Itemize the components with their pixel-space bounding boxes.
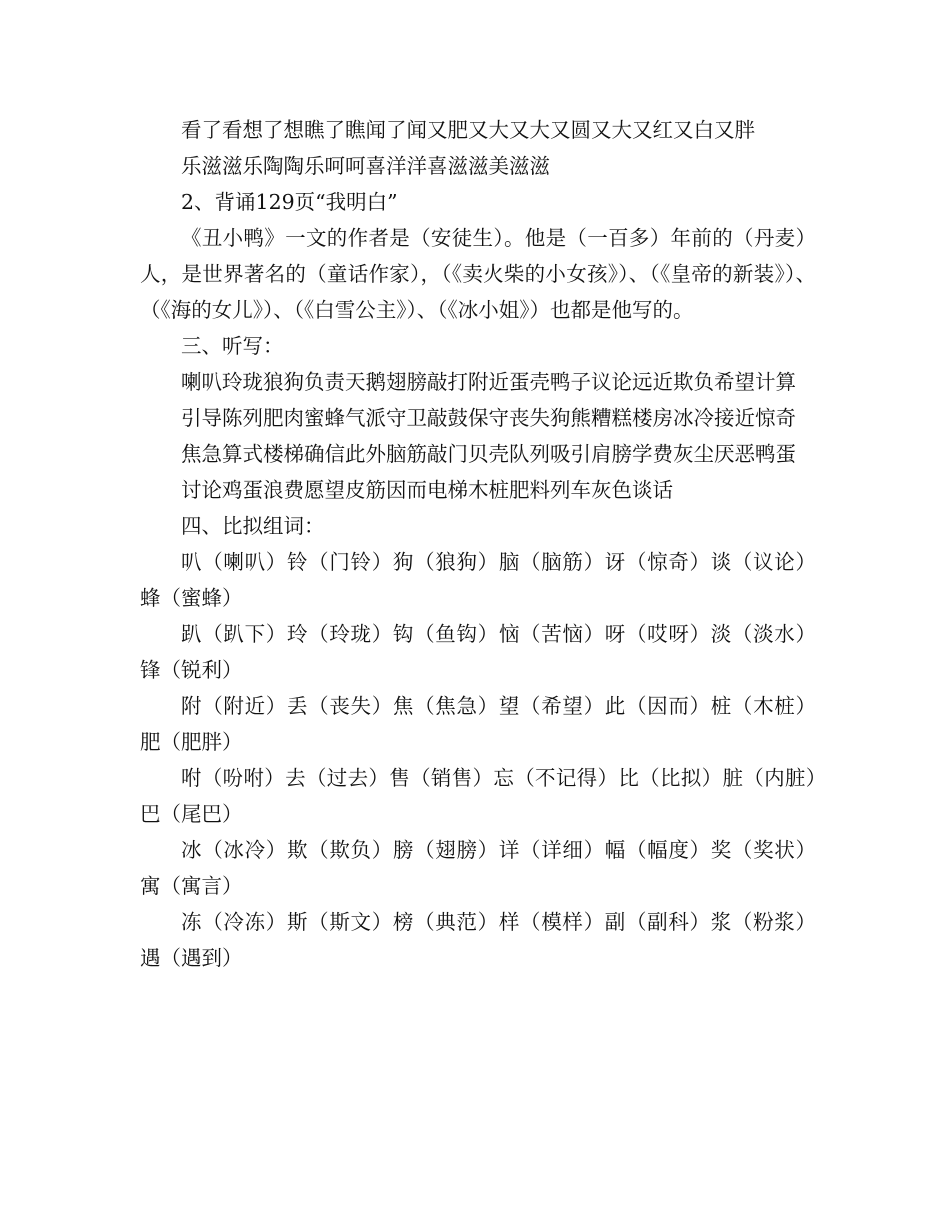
- section-heading-word-groups: 四、比拟组词：: [181, 514, 325, 538]
- paragraph-dictation-4: 讨论鸡蛋浪费愿望皮筋因而电梯木桩肥料列车灰色谈话: [181, 478, 673, 502]
- document-page: [140, 112, 816, 976]
- paragraph-reduplicated-verbs: 看了看想了想瞧了瞧闻了闻又肥又大又大又圆又大又红又白又胖: [181, 118, 755, 142]
- paragraph-dictation-2: 引导陈列肥肉蜜蜂气派守卫敲鼓保守丧失狗熊糟糕楼房冰冷接近惊奇: [181, 406, 796, 430]
- paragraph-happy-words: 乐滋滋乐陶陶乐呵呵喜洋洋喜滋滋美滋滋: [181, 154, 550, 178]
- section-heading-dictation: 三、听写：: [181, 334, 284, 358]
- paragraph-dictation-3: 焦急算式楼梯确信此外脑筋敲门贝壳队列吸引肩膀学费灰尘厌恶鸭蛋: [181, 442, 796, 466]
- paragraph-word-group-3: 附（附近）丢（丧失）焦（焦急）望（希望）此（因而）桩（木桩）肥（肥胖）: [140, 694, 816, 754]
- paragraph-ugly-duckling-author: 《丑小鸭》一文的作者是（安徒生）。他是（一百多）年前的（丹麦）人，是世界著名的（童话作家），（《卖火柴的小女孩》）、（《皇帝的新装》）、（《海的女儿》）、（《白雪公主》）、（《冰小姐》）也都是他写的。: [140, 226, 816, 322]
- paragraph-dictation-1: 喇叭玲珑狼狗负责天鹅翅膀敲打附近蛋壳鸭子议论远近欺负希望计算: [181, 370, 796, 394]
- paragraph-recite-task: 2、背诵129页“我明白”: [181, 190, 398, 214]
- paragraph-word-group-1: 叭（喇叭）铃（门铃）狗（狼狗）脑（脑筋）讶（惊奇）谈（议论）蜂（蜜蜂）: [140, 550, 816, 610]
- paragraph-word-group-2: 趴（趴下）玲（玲珑）钩（鱼钩）恼（苦恼）呀（哎呀）淡（淡水）锋（锐利）: [140, 622, 816, 682]
- paragraph-word-group-6: 冻（冷冻）斯（斯文）榜（典范）样（模样）副（副科）浆（粉浆）遇（遇到）: [140, 910, 816, 970]
- paragraph-word-group-4: 咐（吩咐）去（过去）售（销售）忘（不记得）比（比拟）脏（内脏）巴（尾巴）: [140, 766, 816, 826]
- paragraph-word-group-5: 冰（冰冷）欺（欺负）膀（翅膀）详（详细）幅（幅度）奖（奖状）寓（寓言）: [140, 838, 816, 898]
